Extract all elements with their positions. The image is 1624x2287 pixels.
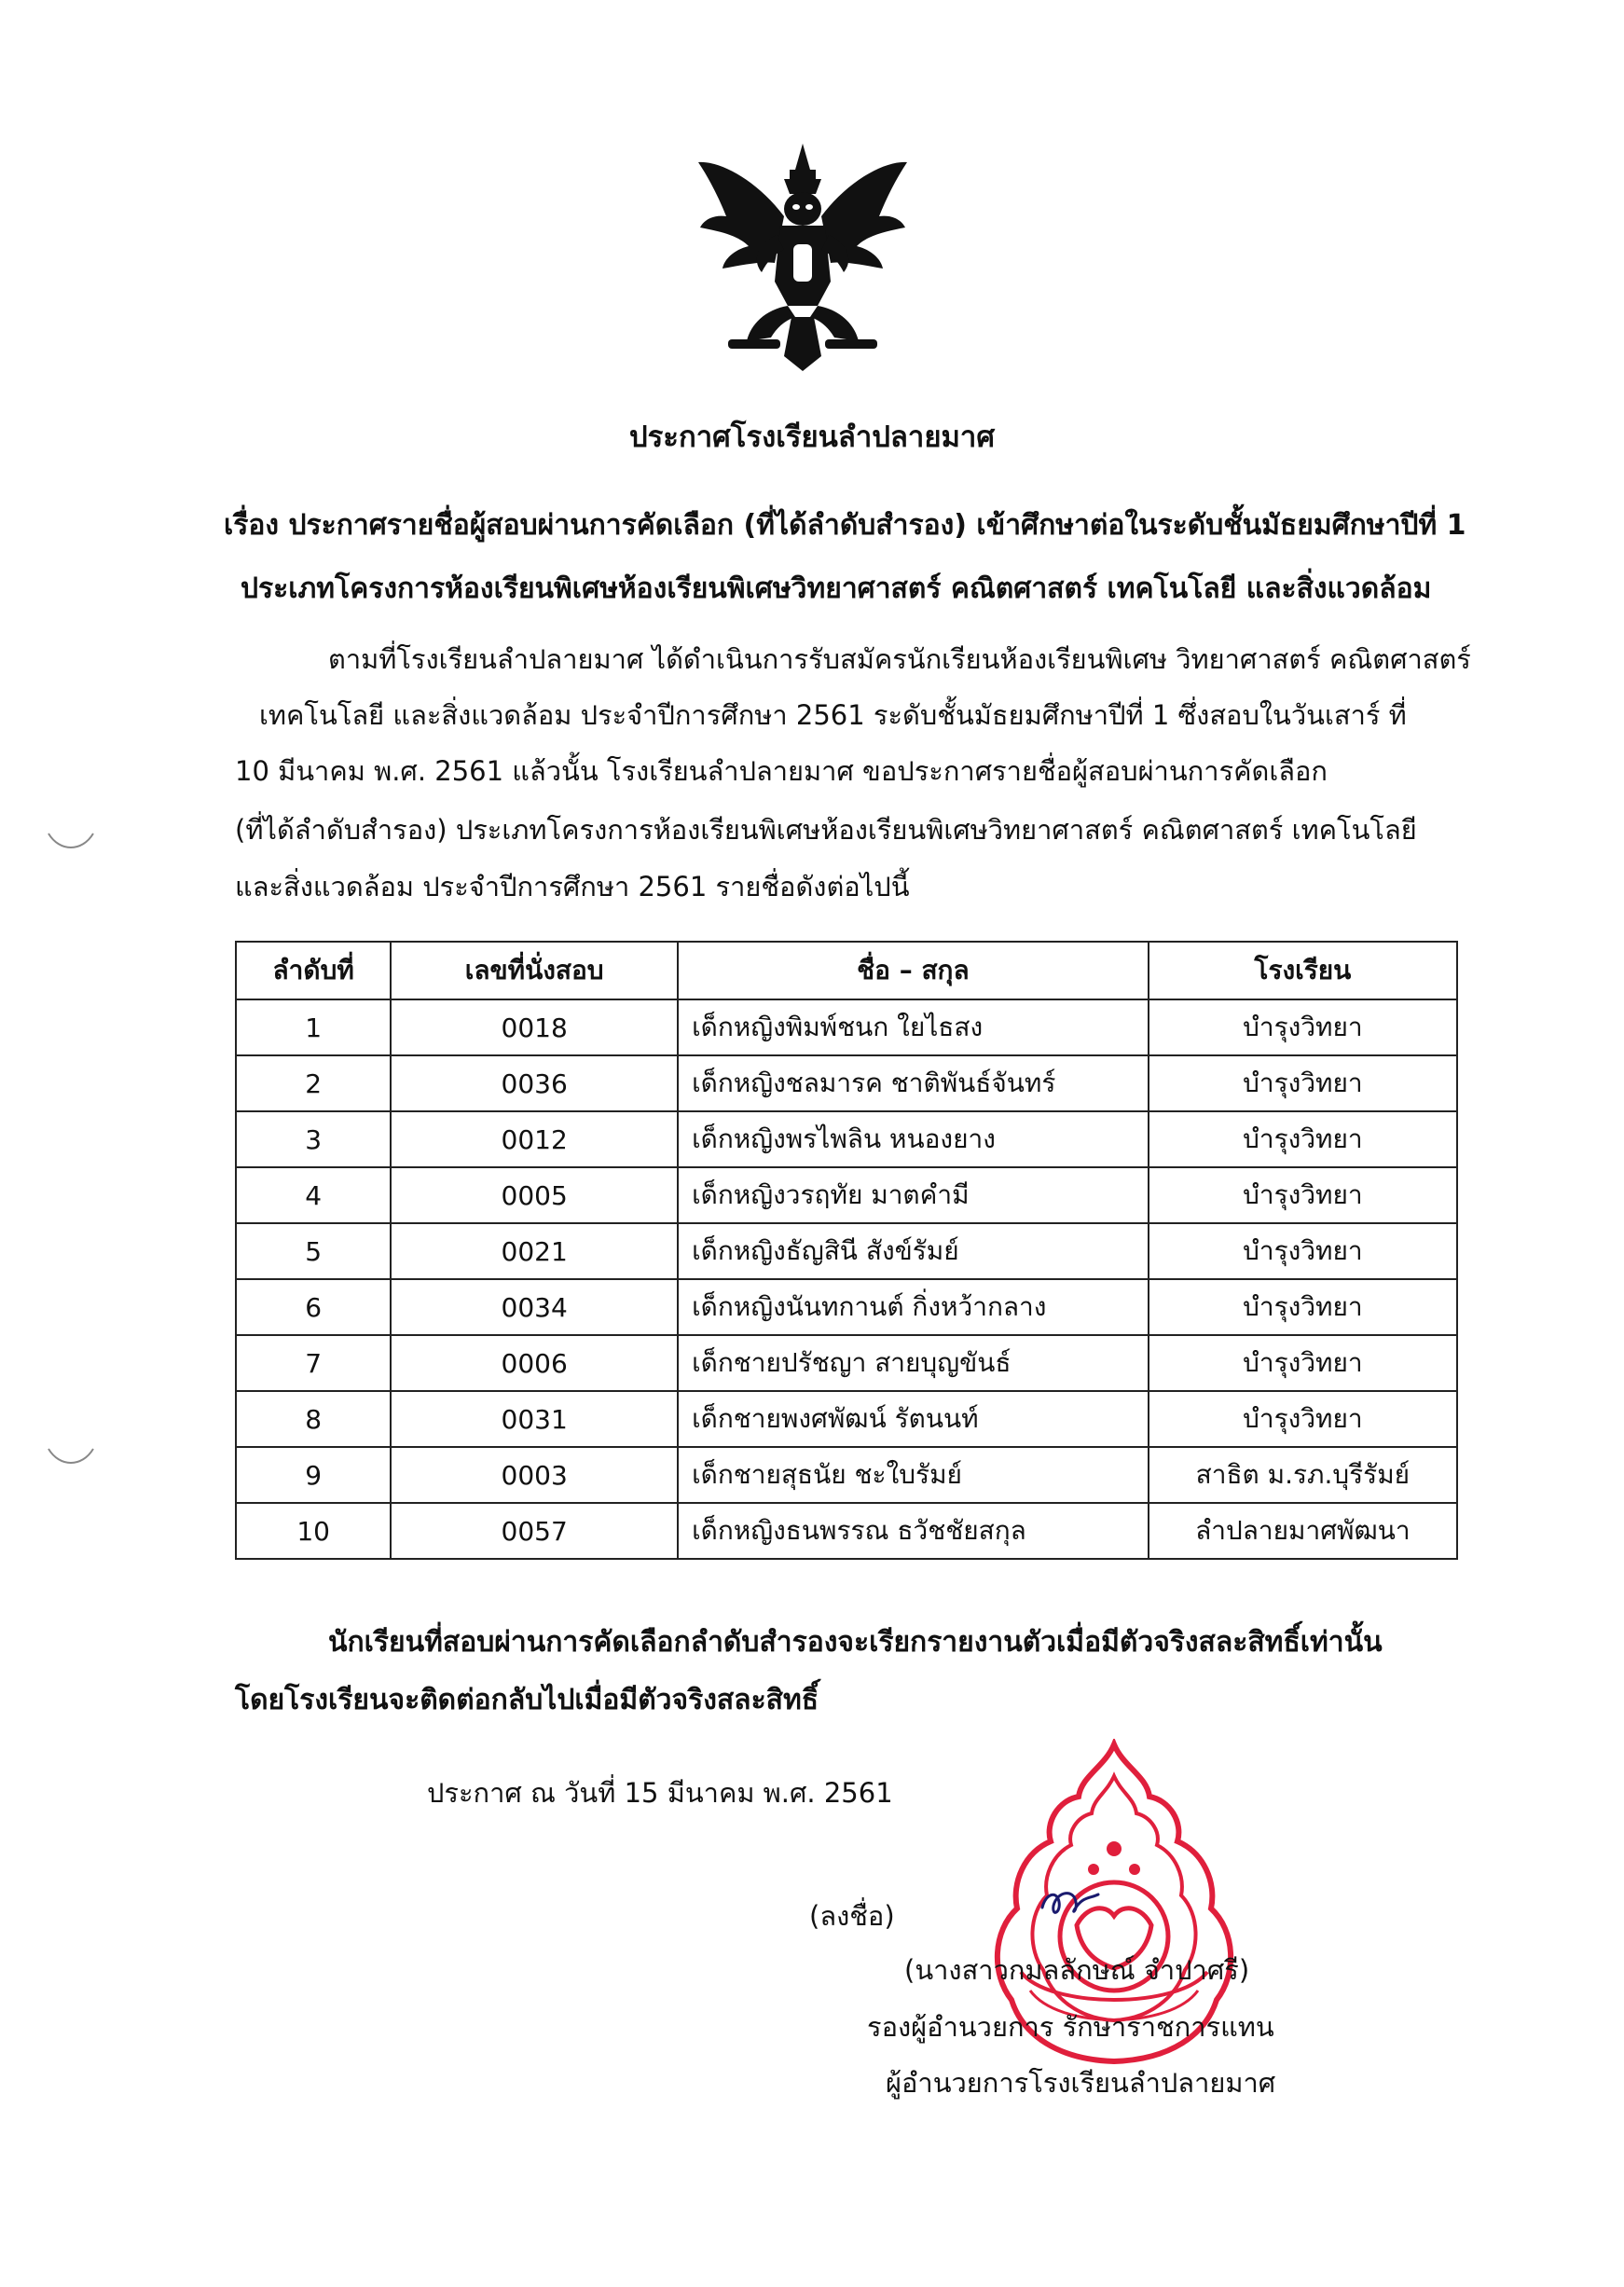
cell-order: 4	[236, 1167, 391, 1223]
cell-name: เด็กหญิงพรไพลิน หนองยาง	[678, 1111, 1149, 1167]
cell-seat: 0005	[391, 1167, 678, 1223]
cell-school: บำรุงวิทยา	[1149, 999, 1457, 1055]
cell-name: เด็กชายสุธนัย ชะใบรัมย์	[678, 1447, 1149, 1503]
cell-seat: 0018	[391, 999, 678, 1055]
header-school: โรงเรียน	[1149, 942, 1457, 999]
cell-name: เด็กหญิงธัญสินี สังข์รัมย์	[678, 1223, 1149, 1279]
header-name: ชื่อ – สกุล	[678, 942, 1149, 999]
cell-school: บำรุงวิทยา	[1149, 1111, 1457, 1167]
signatory-role-line1: รองผู้อำนวยการ รักษาราชการแทน	[867, 2011, 1274, 2043]
table-row	[236, 1111, 1457, 1167]
body-line-5: และสิ่งแวดล้อม ประจำปีการศึกษา 2561 รายชื่อดังต่อไปนี้	[235, 871, 910, 902]
table-row	[236, 1503, 1457, 1559]
signatory-name: (นางสาวกมลลักษณ์ จำปาศรี)	[904, 1954, 1250, 1986]
cell-school: บำรุงวิทยา	[1149, 1055, 1457, 1111]
punch-hole-mark-icon	[47, 828, 95, 852]
cell-seat: 0031	[391, 1391, 678, 1447]
cell-name: เด็กชายปรัชญา สายบุญขันธ์	[678, 1335, 1149, 1391]
punch-hole-mark-icon	[47, 1443, 95, 1467]
cell-school: สาธิต ม.รภ.บุรีรัมย์	[1149, 1447, 1457, 1503]
cell-seat: 0021	[391, 1223, 678, 1279]
cell-order: 6	[236, 1279, 391, 1335]
cell-seat: 0036	[391, 1055, 678, 1111]
cell-school: บำรุงวิทยา	[1149, 1391, 1457, 1447]
cell-order: 7	[236, 1335, 391, 1391]
header-order: ลำดับที่	[236, 942, 391, 999]
table-row	[236, 1335, 1457, 1391]
cell-order: 1	[236, 999, 391, 1055]
signed-label: (ลงชื่อ)	[809, 1900, 895, 1932]
table-row	[236, 999, 1457, 1055]
cell-name: เด็กหญิงธนพรรณ ธวัชชัยสกุล	[678, 1503, 1149, 1559]
cell-order: 2	[236, 1055, 391, 1111]
announcement-subject-line2: ประเภทโครงการห้องเรียนพิเศษห้องเรียนพิเศษวิทยาศาสตร์ คณิตศาสตร์ เทคโนโลยี และสิ่งแวดล้อม	[241, 572, 1432, 605]
cell-name: เด็กชายพงศพัฒน์ รัตนนท์	[678, 1391, 1149, 1447]
cell-seat: 0034	[391, 1279, 678, 1335]
cell-order: 8	[236, 1391, 391, 1447]
announcement-date: ประกาศ ณ วันที่ 15 มีนาคม พ.ศ. 2561	[427, 1777, 893, 1809]
header-seat-number: เลขที่นั่งสอบ	[391, 942, 678, 999]
table-row	[236, 1391, 1457, 1447]
cell-seat: 0012	[391, 1111, 678, 1167]
table-row	[236, 1279, 1457, 1335]
body-line-1: ตามที่โรงเรียนลำปลายมาศ ได้ดำเนินการรับสมัครนักเรียนห้องเรียนพิเศษ วิทยาศาสตร์ คณิตศาสตร์	[328, 643, 1471, 675]
cell-name: เด็กหญิงชลมารค ชาติพันธ์จันทร์	[678, 1055, 1149, 1111]
table-row	[236, 1167, 1457, 1223]
reserve-note-line1: นักเรียนที่สอบผ่านการคัดเลือกลำดับสำรองจะเรียกรายงานตัวเมื่อมีตัวจริงสละสิทธิ์เท่านั้น	[328, 1626, 1383, 1659]
cell-seat: 0057	[391, 1503, 678, 1559]
table-row	[236, 1447, 1457, 1503]
cell-name: เด็กหญิงพิมพ์ชนก ใยไธสง	[678, 999, 1149, 1055]
cell-name: เด็กหญิงนันทกานต์ กิ่งหว้ากลาง	[678, 1279, 1149, 1335]
cell-school: ลำปลายมาศพัฒนา	[1149, 1503, 1457, 1559]
signatory-role-line2: ผู้อำนวยการโรงเรียนลำปลายมาศ	[886, 2067, 1276, 2099]
garuda-emblem-icon	[691, 142, 915, 373]
table-row	[236, 1055, 1457, 1111]
table-row	[236, 1223, 1457, 1279]
cell-order: 5	[236, 1223, 391, 1279]
announcement-heading: ประกาศโรงเรียนลำปลายมาศ	[628, 420, 996, 454]
cell-seat: 0003	[391, 1447, 678, 1503]
handwritten-signature-icon	[1033, 1874, 1108, 1930]
cell-order: 9	[236, 1447, 391, 1503]
cell-school: บำรุงวิทยา	[1149, 1167, 1457, 1223]
body-line-3: 10 มีนาคม พ.ศ. 2561 แล้วนั้น โรงเรียนลำปลายมาศ ขอประกาศรายชื่อผู้สอบผ่านการคัดเลือก	[235, 755, 1328, 787]
reserve-note-line2: โดยโรงเรียนจะติดต่อกลับไปเมื่อมีตัวจริงสละสิทธิ์	[235, 1684, 819, 1716]
cell-name: เด็กหญิงวรฤทัย มาตคำมี	[678, 1167, 1149, 1223]
cell-seat: 0006	[391, 1335, 678, 1391]
announcement-subject: เรื่อง ประกาศรายชื่อผู้สอบผ่านการคัดเลือก (ที่ได้ลำดับสำรอง) เข้าศึกษาต่อในระดับชั้นมัธยมศึกษาปีที่ 1	[224, 509, 1466, 542]
cell-school: บำรุงวิทยา	[1149, 1223, 1457, 1279]
cell-order: 3	[236, 1111, 391, 1167]
body-line-2: เทคโนโลยี และสิ่งแวดล้อม ประจำปีการศึกษา 2561 ระดับชั้นมัธยมศึกษาปีที่ 1 ซึ่งสอบในวันเสาร์ ที่	[259, 699, 1407, 731]
cell-school: บำรุงวิทยา	[1149, 1279, 1457, 1335]
results-table	[235, 941, 1458, 1560]
body-line-4: (ที่ได้ลำดับสำรอง) ประเภทโครงการห้องเรียนพิเศษห้องเรียนพิเศษวิทยาศาสตร์ คณิตศาสตร์ เทคโนโลยี	[235, 814, 1417, 846]
table-header-row	[236, 942, 1457, 999]
cell-school: บำรุงวิทยา	[1149, 1335, 1457, 1391]
cell-order: 10	[236, 1503, 391, 1559]
